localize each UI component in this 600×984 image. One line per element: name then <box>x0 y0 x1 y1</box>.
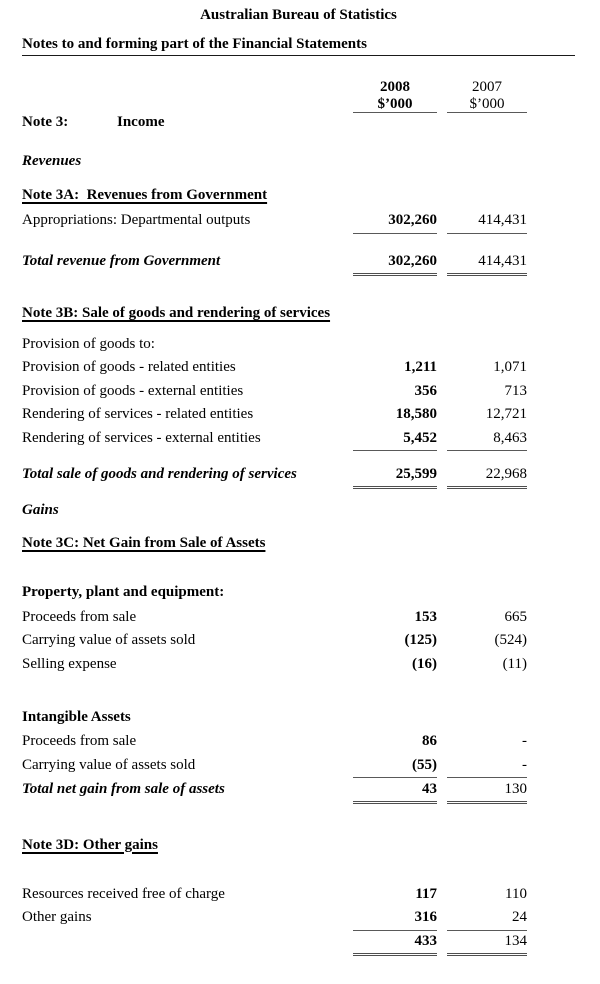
value-2007: 414,431 <box>447 212 527 234</box>
total-row-label: Total revenue from Government <box>22 252 221 269</box>
value-2007: 665 <box>504 608 527 625</box>
value-2008: 18,580 <box>395 406 437 422</box>
table-row-intangible-proceeds <box>22 733 575 757</box>
row-label: Rendering of services - related entities <box>22 406 254 422</box>
value-2008: 316 <box>353 909 437 931</box>
provision-of-goods-subheading: Provision of goods to: <box>22 336 155 352</box>
value-2008: (55) <box>353 757 437 779</box>
value-2007: 713 <box>504 382 527 399</box>
row-label: Appropriations: Departmental outputs <box>22 212 251 228</box>
table-row-services-related <box>22 406 575 430</box>
row-label: Resources received free of charge <box>22 885 225 902</box>
table-row-goods-external <box>22 383 575 407</box>
table-row-intangible-carrying-value <box>22 757 575 781</box>
value-2008: 86 <box>422 733 437 749</box>
note3d-title: Note 3D: Other gains <box>22 836 158 853</box>
row-label: Selling expense <box>22 655 117 672</box>
table-row-total-revenue-government <box>22 253 575 277</box>
note3b-rows <box>22 359 575 453</box>
value-2008: 433 <box>353 933 437 956</box>
column-header-2007 <box>447 79 527 113</box>
table-row-appropriations <box>22 212 575 236</box>
table-row-ppe-proceeds <box>22 609 575 633</box>
value-2008: (16) <box>412 655 437 672</box>
row-label: Proceeds from sale <box>22 733 137 749</box>
note3-name: Income <box>117 114 165 130</box>
row-label: Carrying value of assets sold <box>22 756 196 773</box>
table-row-other-gains <box>22 909 575 933</box>
value-2008: 5,452 <box>353 430 437 452</box>
value-2007: 1,071 <box>493 359 527 375</box>
table-row-goods-related <box>22 359 575 383</box>
table-row-total-net-gain <box>22 781 575 805</box>
note3c-title: Note 3C: Net Gain from Sale of Assets <box>22 534 266 551</box>
row-label: Rendering of services - external entities <box>22 429 261 446</box>
value-2008: 43 <box>353 781 437 804</box>
value-2008: 302,260 <box>353 212 437 234</box>
value-2007: 414,431 <box>447 253 527 276</box>
note3c-ppe-rows <box>22 609 575 680</box>
org-title: Australian Bureau of Statistics <box>200 7 397 23</box>
unit-2008-label: $’000 <box>353 96 437 113</box>
value-2007: 12,721 <box>485 406 527 422</box>
value-2007: (524) <box>494 632 527 648</box>
value-2007: 22,968 <box>447 466 527 489</box>
value-2007: 24 <box>447 909 527 931</box>
value-2008: 302,260 <box>353 253 437 276</box>
note3-heading <box>22 115 575 130</box>
value-2007: - <box>522 733 527 749</box>
table-row-total-sale-goods-services <box>22 466 575 490</box>
row-label: Provision of goods - related entities <box>22 359 236 375</box>
row-label: Provision of goods - external entities <box>22 382 244 399</box>
row-label: Other gains <box>22 909 92 925</box>
column-header-2008 <box>353 79 437 113</box>
value-2007: - <box>447 757 527 779</box>
table-row-ppe-selling-expense <box>22 656 575 680</box>
table-row-resources-free-of-charge <box>22 886 575 910</box>
year-2007-label: 2007 <box>472 79 502 95</box>
unit-2007-label: $’000 <box>447 96 527 113</box>
table-row-services-external <box>22 430 575 454</box>
value-2007: 134 <box>447 933 527 956</box>
note3b-title: Note 3B: Sale of goods and rendering of services <box>22 305 331 321</box>
year-2008-label: 2008 <box>380 79 410 95</box>
note3-number: Note 3: <box>22 114 69 130</box>
value-2008: 153 <box>414 608 437 625</box>
value-2008: 117 <box>415 885 437 902</box>
row-label: Carrying value of assets sold <box>22 632 196 648</box>
value-2007: (11) <box>502 655 527 672</box>
total-row-label: Total net gain from sale of assets <box>22 781 225 797</box>
document-title: Notes to and forming part of the Financial Statements <box>22 37 575 56</box>
row-label: Proceeds from sale <box>22 608 137 625</box>
gains-section-heading: Gains <box>22 501 59 518</box>
value-2007: 8,463 <box>447 430 527 452</box>
total-row-label: Total sale of goods and rendering of services <box>22 466 297 482</box>
note3d-rows <box>22 886 575 957</box>
table-row-other-gains-total <box>22 933 575 957</box>
value-2008: (125) <box>404 632 437 648</box>
value-2008: 1,211 <box>404 359 437 375</box>
revenues-section-heading: Revenues <box>22 153 82 169</box>
intangible-assets-subheading: Intangible Assets <box>22 709 131 725</box>
value-2008: 356 <box>414 382 437 399</box>
value-2008: 25,599 <box>353 466 437 489</box>
table-row-ppe-carrying-value <box>22 632 575 656</box>
note3a-title: Note 3A: Revenues from Government <box>22 187 268 203</box>
value-2007: 110 <box>505 885 527 902</box>
value-2007: 130 <box>447 781 527 804</box>
ppe-subheading: Property, plant and equipment: <box>22 583 225 600</box>
note3c-intangible-rows <box>22 733 575 780</box>
column-headers <box>22 79 575 113</box>
